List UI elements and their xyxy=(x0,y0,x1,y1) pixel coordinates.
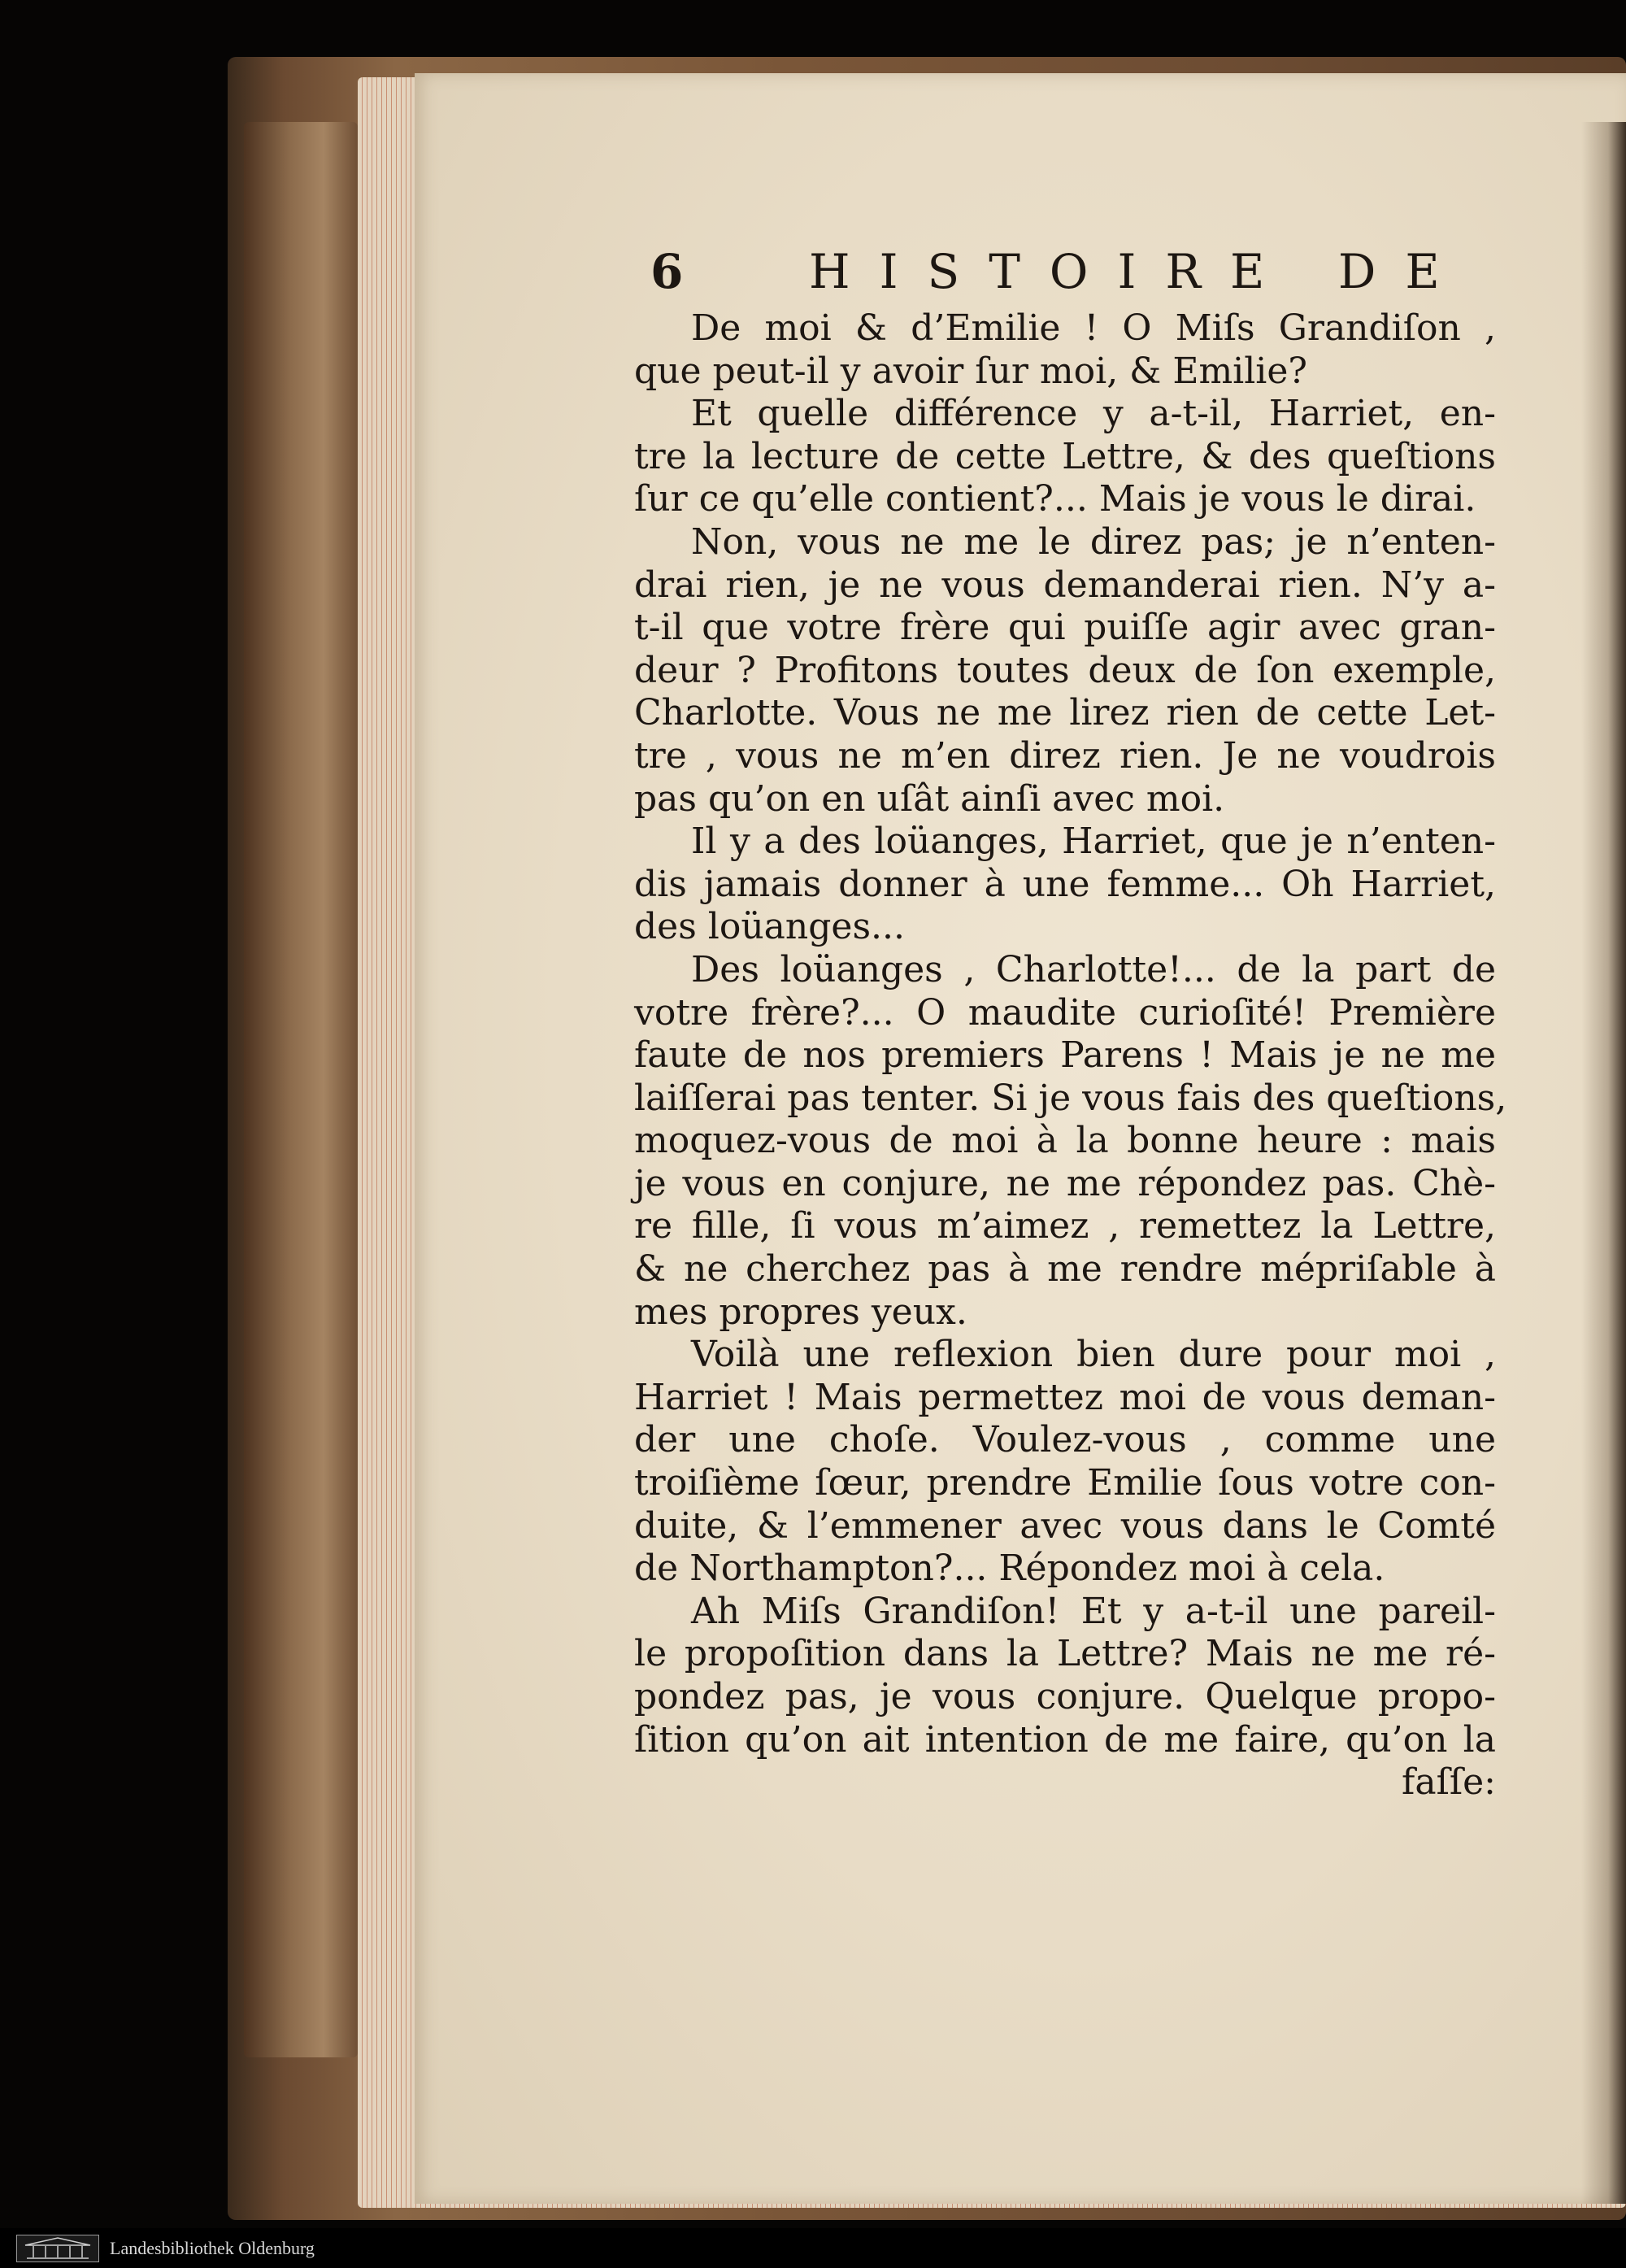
footer-bar xyxy=(0,2228,1626,2268)
text-line: moquez-vous de moi à la bonne heure : mais xyxy=(634,1120,1496,1162)
text-line: Des loüanges , Charlotte!... de la part de xyxy=(691,948,1496,990)
text-line: des loüanges... xyxy=(634,906,905,948)
text-line: ſition qu’on ait intention de me faire, qu’on la xyxy=(634,1718,1496,1761)
book-spine-leather xyxy=(244,122,358,2057)
text-line: de Northampton?... Répondez moi à cela. xyxy=(634,1548,1385,1590)
text-line: ſur ce qu’elle contient?... Mais je vous le dirai. xyxy=(634,478,1476,520)
text-line: De moi & d’Emilie ! O Miſs Grandiſon , xyxy=(691,307,1496,349)
text-line: der une choſe. Voulez-vous , comme une xyxy=(634,1419,1496,1461)
text-line: tre , vous ne m’en direz rien. Je ne voudrois xyxy=(634,734,1496,777)
library-building-icon xyxy=(16,2235,99,2262)
text-line: Harriet ! Mais permettez moi de vous deman- xyxy=(634,1376,1496,1418)
body-text xyxy=(634,307,1507,1804)
text-line: re fille, ſi vous m’aimez , remettez la Lettre, xyxy=(634,1205,1496,1247)
text-line: drai rien, je ne vous demanderai rien. N’y a- xyxy=(634,564,1496,606)
text-line: mes propres yeux. xyxy=(634,1291,967,1333)
text-line: laiſſerai pas tenter. Si je vous fais des queſtions, xyxy=(634,1077,1507,1119)
running-title: HISTOIRE DE xyxy=(809,244,1469,299)
text-line: Non, vous ne me le direz pas; je n’enten- xyxy=(691,520,1496,563)
text-line: Il y a des loüanges, Harriet, que je n’enten- xyxy=(691,821,1496,863)
text-line: dis jamais donner à une femme... Oh Harriet, xyxy=(634,863,1496,905)
text-line: faute de nos premiers Parens ! Mais je ne me xyxy=(634,1034,1496,1077)
text-line: & ne cherchez pas à me rendre mépriſable à xyxy=(634,1248,1496,1291)
text-line: que peut-il y avoir ſur moi, & Emilie? xyxy=(634,350,1308,392)
text-line: votre frère?... O maudite curioſité! Première xyxy=(634,991,1496,1034)
text-line: troiſième ſœur, prendre Emilie ſous votre con- xyxy=(634,1462,1496,1504)
text-line: deur ? Profitons toutes deux de ſon exemple, xyxy=(634,649,1496,691)
text-line: pondez pas, je vous conjure. Quelque propo- xyxy=(634,1676,1496,1717)
catchword: faſſe: xyxy=(1402,1761,1496,1804)
page-gutter xyxy=(1581,122,1626,2204)
text-line: Ah Miſs Grandiſon! Et y a-t-il une pareil- xyxy=(691,1590,1496,1632)
text-line: je vous en conjure, ne me répondez pas. Chè- xyxy=(634,1162,1496,1204)
text-line: t-il que votre frère qui puiſſe agir avec gran- xyxy=(634,607,1496,649)
text-line: duite, & l’emmener avec vous dans le Comté xyxy=(634,1504,1496,1547)
text-line: Et quelle différence y a-t-il, Harriet, en- xyxy=(691,393,1496,435)
library-name: Landesbibliothek Oldenburg xyxy=(110,2238,315,2258)
text-line: le propoſition dans la Lettre? Mais ne me ré- xyxy=(634,1633,1496,1675)
text-line: Voilà une reflexion bien dure pour moi , xyxy=(691,1334,1496,1376)
text-line: tre la lecture de cette Lettre, & des queſtions xyxy=(634,435,1496,477)
page-header xyxy=(650,244,1504,317)
text-line: Charlotte. Vous ne me lirez rien de cette Let- xyxy=(634,692,1496,734)
text-line: pas qu’on en uſât ainſi avec moi. xyxy=(634,777,1225,820)
page-number: 6 xyxy=(650,244,687,299)
